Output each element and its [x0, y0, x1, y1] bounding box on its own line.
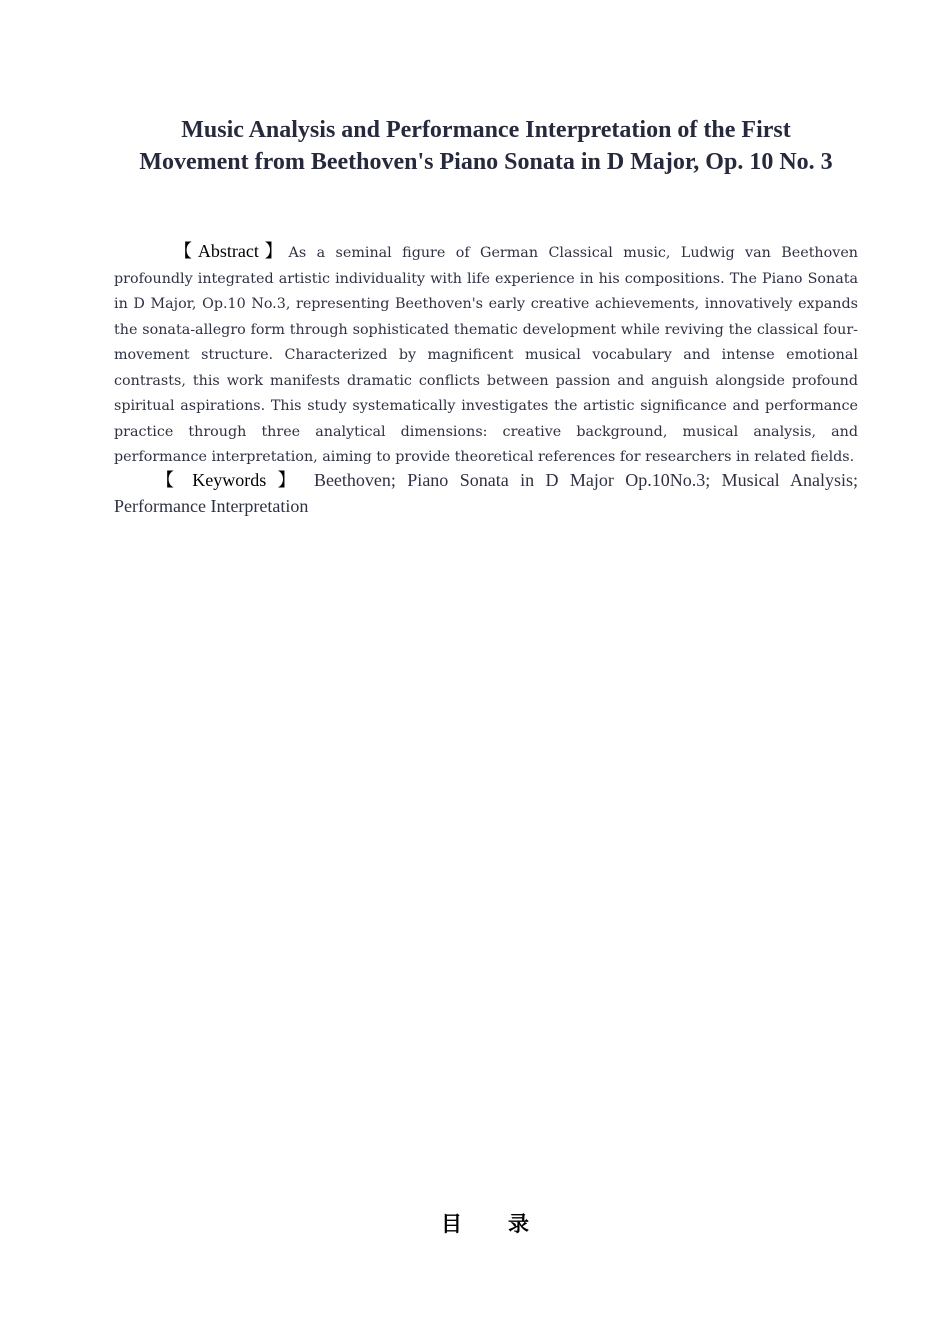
keywords-paragraph	[114, 468, 858, 519]
table-of-contents-heading	[380, 1208, 592, 1240]
toc-heading-char-2: 录	[508, 1212, 531, 1236]
abstract-label: 【Abstract】	[174, 241, 289, 261]
abstract-paragraph	[114, 239, 858, 471]
abstract-text: As a seminal figure of German Classical music, Ludwig van Beethoven profoundly integrated artistic individuality with life experience in his compositions. The Piano Sonata in D Major, Op.10 No.3, representing Beethoven's early creative achievements, innovatively expands the sonata-allegro form through sophisticated thematic development while reviving the classical four-movement structure. Characterized by magnificent musical vocabulary and intense emotional contrasts, this work manifests dramatic conflicts between passion and anguish alongside profound spiritual aspirations. This study systematically investigates the artistic significance and performance practice through three analytical dimensions: creative background, musical analysis, and performance interpretation, aiming to provide theoretical references for researchers in related fields.	[114, 245, 858, 465]
toc-heading-char-1: 目	[441, 1212, 464, 1236]
keywords-text: Beethoven; Piano Sonata in D Major Op.10No.3; Musical Analysis; Performance Interpretation	[114, 470, 858, 516]
paper-title: Music Analysis and Performance Interpretation of the First Movement from Beethoven's Piano Sonata in D Major, Op. 10 No. 3	[139, 117, 833, 175]
keywords-label: 【 Keywords 】	[156, 470, 303, 490]
